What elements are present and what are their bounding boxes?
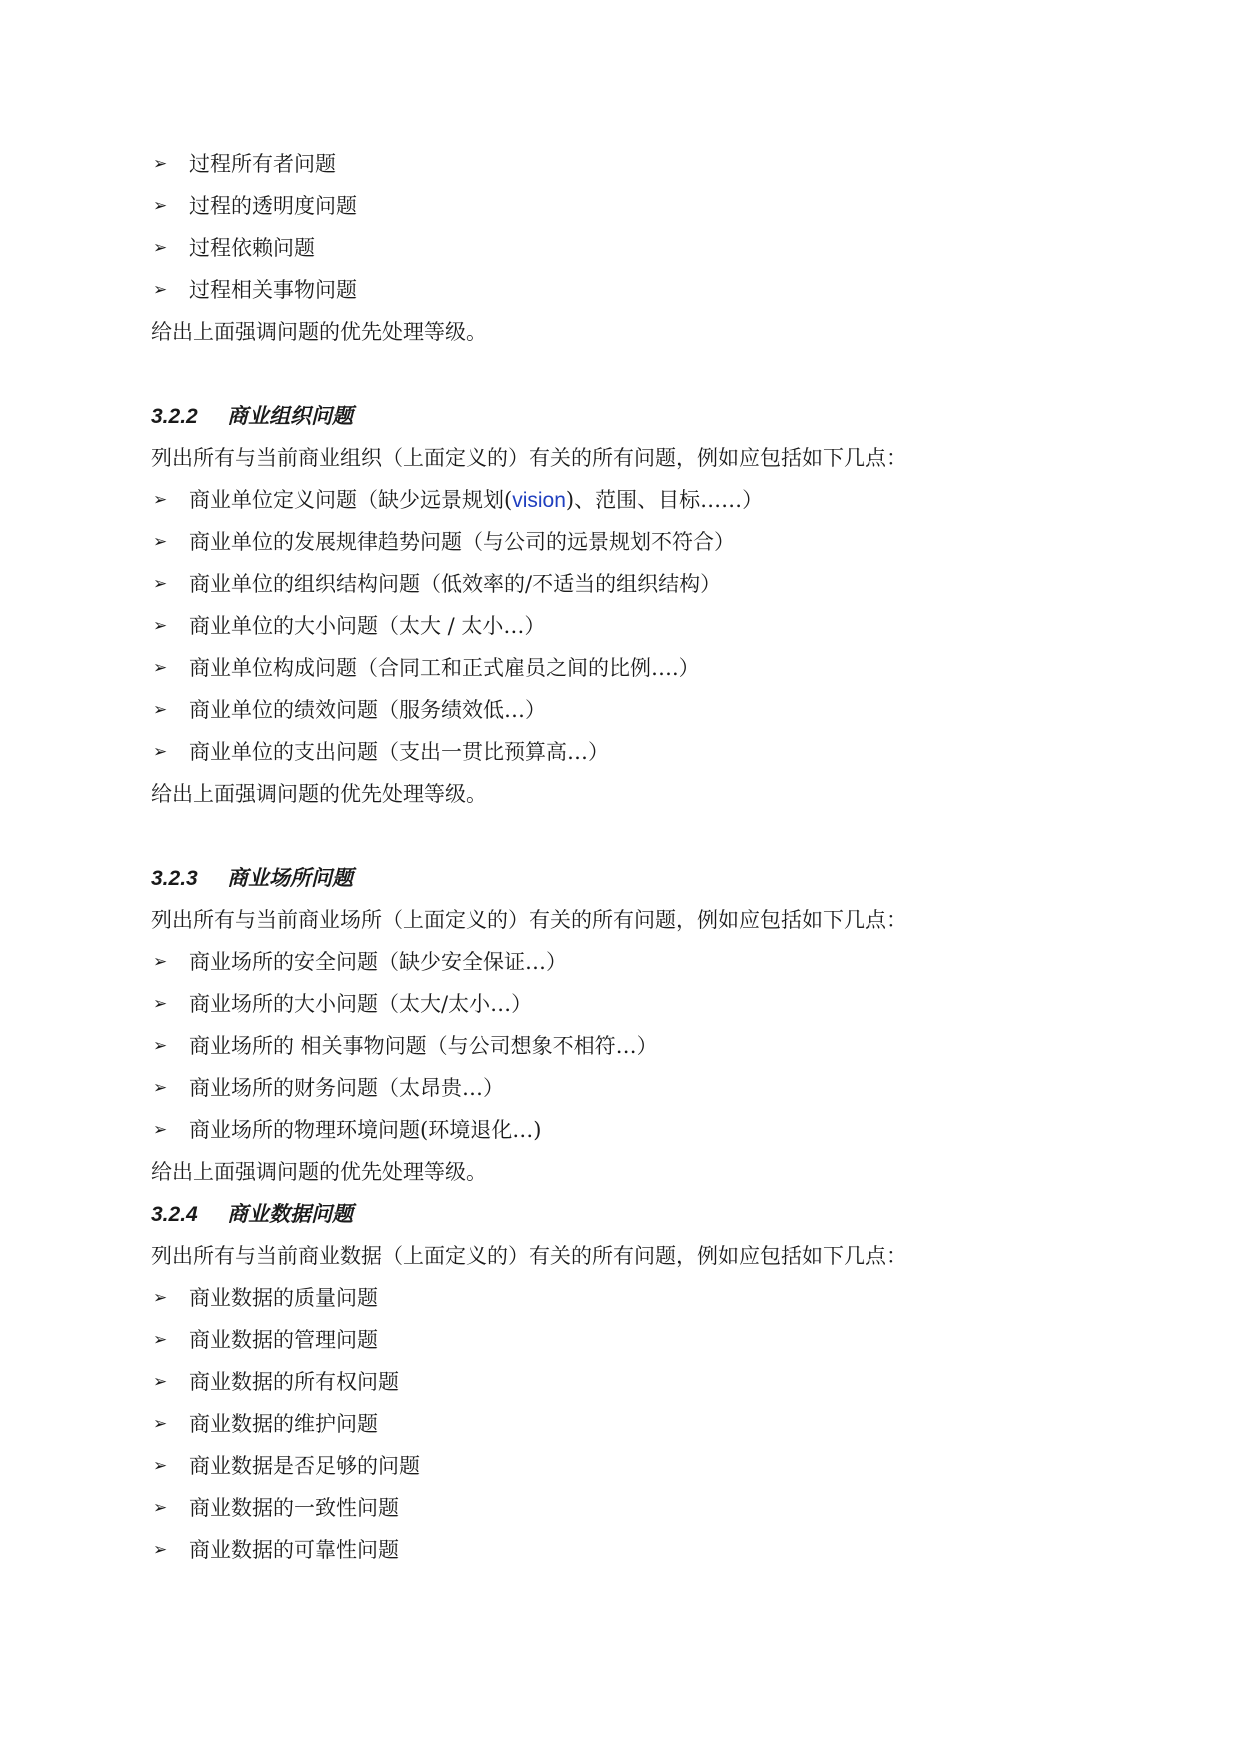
list-item — [151, 647, 1091, 689]
arrow-bullet-icon: ➢ — [153, 1540, 168, 1560]
arrow-bullet-icon: ➢ — [153, 952, 168, 972]
list-item-text: 商业数据的所有权问题 — [189, 1370, 399, 1394]
section-heading-324 — [151, 1193, 1091, 1235]
priority-note: 给出上面强调问题的优先处理等级。 — [151, 1160, 487, 1184]
list-item-text: 商业场所的安全问题（缺少安全保证…） — [189, 950, 567, 974]
list-item — [151, 731, 1091, 773]
list-item — [151, 1487, 1091, 1529]
list-item-text: 商业数据的一致性问题 — [189, 1496, 399, 1520]
vision-link[interactable]: vision — [512, 489, 566, 512]
list-item-text-prefix: 商业单位定义问题（缺少远景规划( — [189, 488, 513, 512]
section-number: 3.2.2 — [151, 405, 198, 428]
arrow-bullet-icon: ➢ — [153, 1036, 168, 1056]
list-item — [151, 269, 1091, 311]
arrow-bullet-icon: ➢ — [153, 532, 168, 552]
arrow-bullet-icon: ➢ — [153, 1288, 168, 1308]
arrow-bullet-icon: ➢ — [153, 1498, 168, 1518]
list-item — [151, 983, 1091, 1025]
arrow-bullet-icon: ➢ — [153, 658, 168, 678]
arrow-bullet-icon: ➢ — [153, 238, 168, 258]
list-item — [151, 479, 1091, 521]
list-item — [151, 563, 1091, 605]
arrow-bullet-icon: ➢ — [153, 1078, 168, 1098]
arrow-bullet-icon: ➢ — [153, 994, 168, 1014]
arrow-bullet-icon: ➢ — [153, 1372, 168, 1392]
list-item-text: 商业场所的大小问题（太大/太小…） — [189, 992, 533, 1016]
list-item — [151, 1319, 1091, 1361]
list-item-text: 商业场所的财务问题（太昂贵…） — [189, 1076, 504, 1100]
list-item-text: 商业单位的组织结构问题（低效率的/不适当的组织结构） — [189, 572, 722, 596]
list-item — [151, 1109, 1091, 1151]
arrow-bullet-icon: ➢ — [153, 196, 168, 216]
priority-note: 给出上面强调问题的优先处理等级。 — [151, 782, 487, 806]
arrow-bullet-icon: ➢ — [153, 1414, 168, 1434]
list-item-text: 过程的透明度问题 — [189, 194, 357, 218]
priority-note: 给出上面强调问题的优先处理等级。 — [151, 320, 487, 344]
list-item — [151, 689, 1091, 731]
list-item — [151, 143, 1091, 185]
list-item-text: 商业数据的质量问题 — [189, 1286, 378, 1310]
list-item — [151, 1025, 1091, 1067]
list-item-text: 商业数据的可靠性问题 — [189, 1538, 399, 1562]
arrow-bullet-icon: ➢ — [153, 1330, 168, 1350]
section-spacer — [151, 815, 1091, 857]
section-title: 商业组织问题 — [227, 404, 353, 428]
list-item-text: 商业单位的大小问题（太大 / 太小…） — [189, 614, 546, 638]
arrow-bullet-icon: ➢ — [153, 490, 168, 510]
section-number: 3.2.4 — [151, 1203, 198, 1226]
section-heading-323 — [151, 857, 1091, 899]
list-item-text: 商业场所的 相关事物问题（与公司想象不相符…） — [189, 1034, 658, 1058]
list-item — [151, 1403, 1091, 1445]
section-title: 商业场所问题 — [227, 866, 353, 890]
arrow-bullet-icon: ➢ — [153, 616, 168, 636]
list-item — [151, 941, 1091, 983]
list-item — [151, 1277, 1091, 1319]
section-spacer — [151, 353, 1091, 395]
list-item-text: 过程依赖问题 — [189, 236, 315, 260]
list-item-text: 商业场所的物理环境问题(环境退化…) — [189, 1118, 542, 1142]
section-title: 商业数据问题 — [227, 1202, 353, 1226]
list-item-text: 商业数据的管理问题 — [189, 1328, 378, 1352]
arrow-bullet-icon: ➢ — [153, 280, 168, 300]
list-item — [151, 1361, 1091, 1403]
section-intro: 列出所有与当前商业场所（上面定义的）有关的所有问题，例如应包括如下几点： — [151, 908, 907, 932]
list-item — [151, 1529, 1091, 1571]
arrow-bullet-icon: ➢ — [153, 1456, 168, 1476]
page-content — [151, 143, 1091, 1571]
arrow-bullet-icon: ➢ — [153, 574, 168, 594]
section-intro: 列出所有与当前商业组织（上面定义的）有关的所有问题，例如应包括如下几点： — [151, 446, 907, 470]
list-item-text: 商业单位构成问题（合同工和正式雇员之间的比例….） — [189, 656, 700, 680]
section-number: 3.2.3 — [151, 867, 198, 890]
list-item — [151, 185, 1091, 227]
arrow-bullet-icon: ➢ — [153, 1120, 168, 1140]
section-intro: 列出所有与当前商业数据（上面定义的）有关的所有问题，例如应包括如下几点： — [151, 1244, 907, 1268]
list-item-text: 商业数据的维护问题 — [189, 1412, 378, 1436]
arrow-bullet-icon: ➢ — [153, 154, 168, 174]
list-item-text: 商业单位的支出问题（支出一贯比预算高…） — [189, 740, 609, 764]
list-item-text: 商业单位的发展规律趋势问题（与公司的远景规划不符合） — [189, 530, 735, 554]
list-item — [151, 227, 1091, 269]
list-item-text-suffix: )、范围、目标……） — [565, 488, 764, 512]
arrow-bullet-icon: ➢ — [153, 742, 168, 762]
list-item — [151, 1067, 1091, 1109]
list-item — [151, 605, 1091, 647]
list-item-text: 商业单位的绩效问题（服务绩效低…） — [189, 698, 546, 722]
list-item-text: 过程所有者问题 — [189, 152, 336, 176]
list-item-text: 商业数据是否足够的问题 — [189, 1454, 420, 1478]
section-heading-322 — [151, 395, 1091, 437]
list-item — [151, 1445, 1091, 1487]
list-item — [151, 521, 1091, 563]
arrow-bullet-icon: ➢ — [153, 700, 168, 720]
list-item-text: 过程相关事物问题 — [189, 278, 357, 302]
